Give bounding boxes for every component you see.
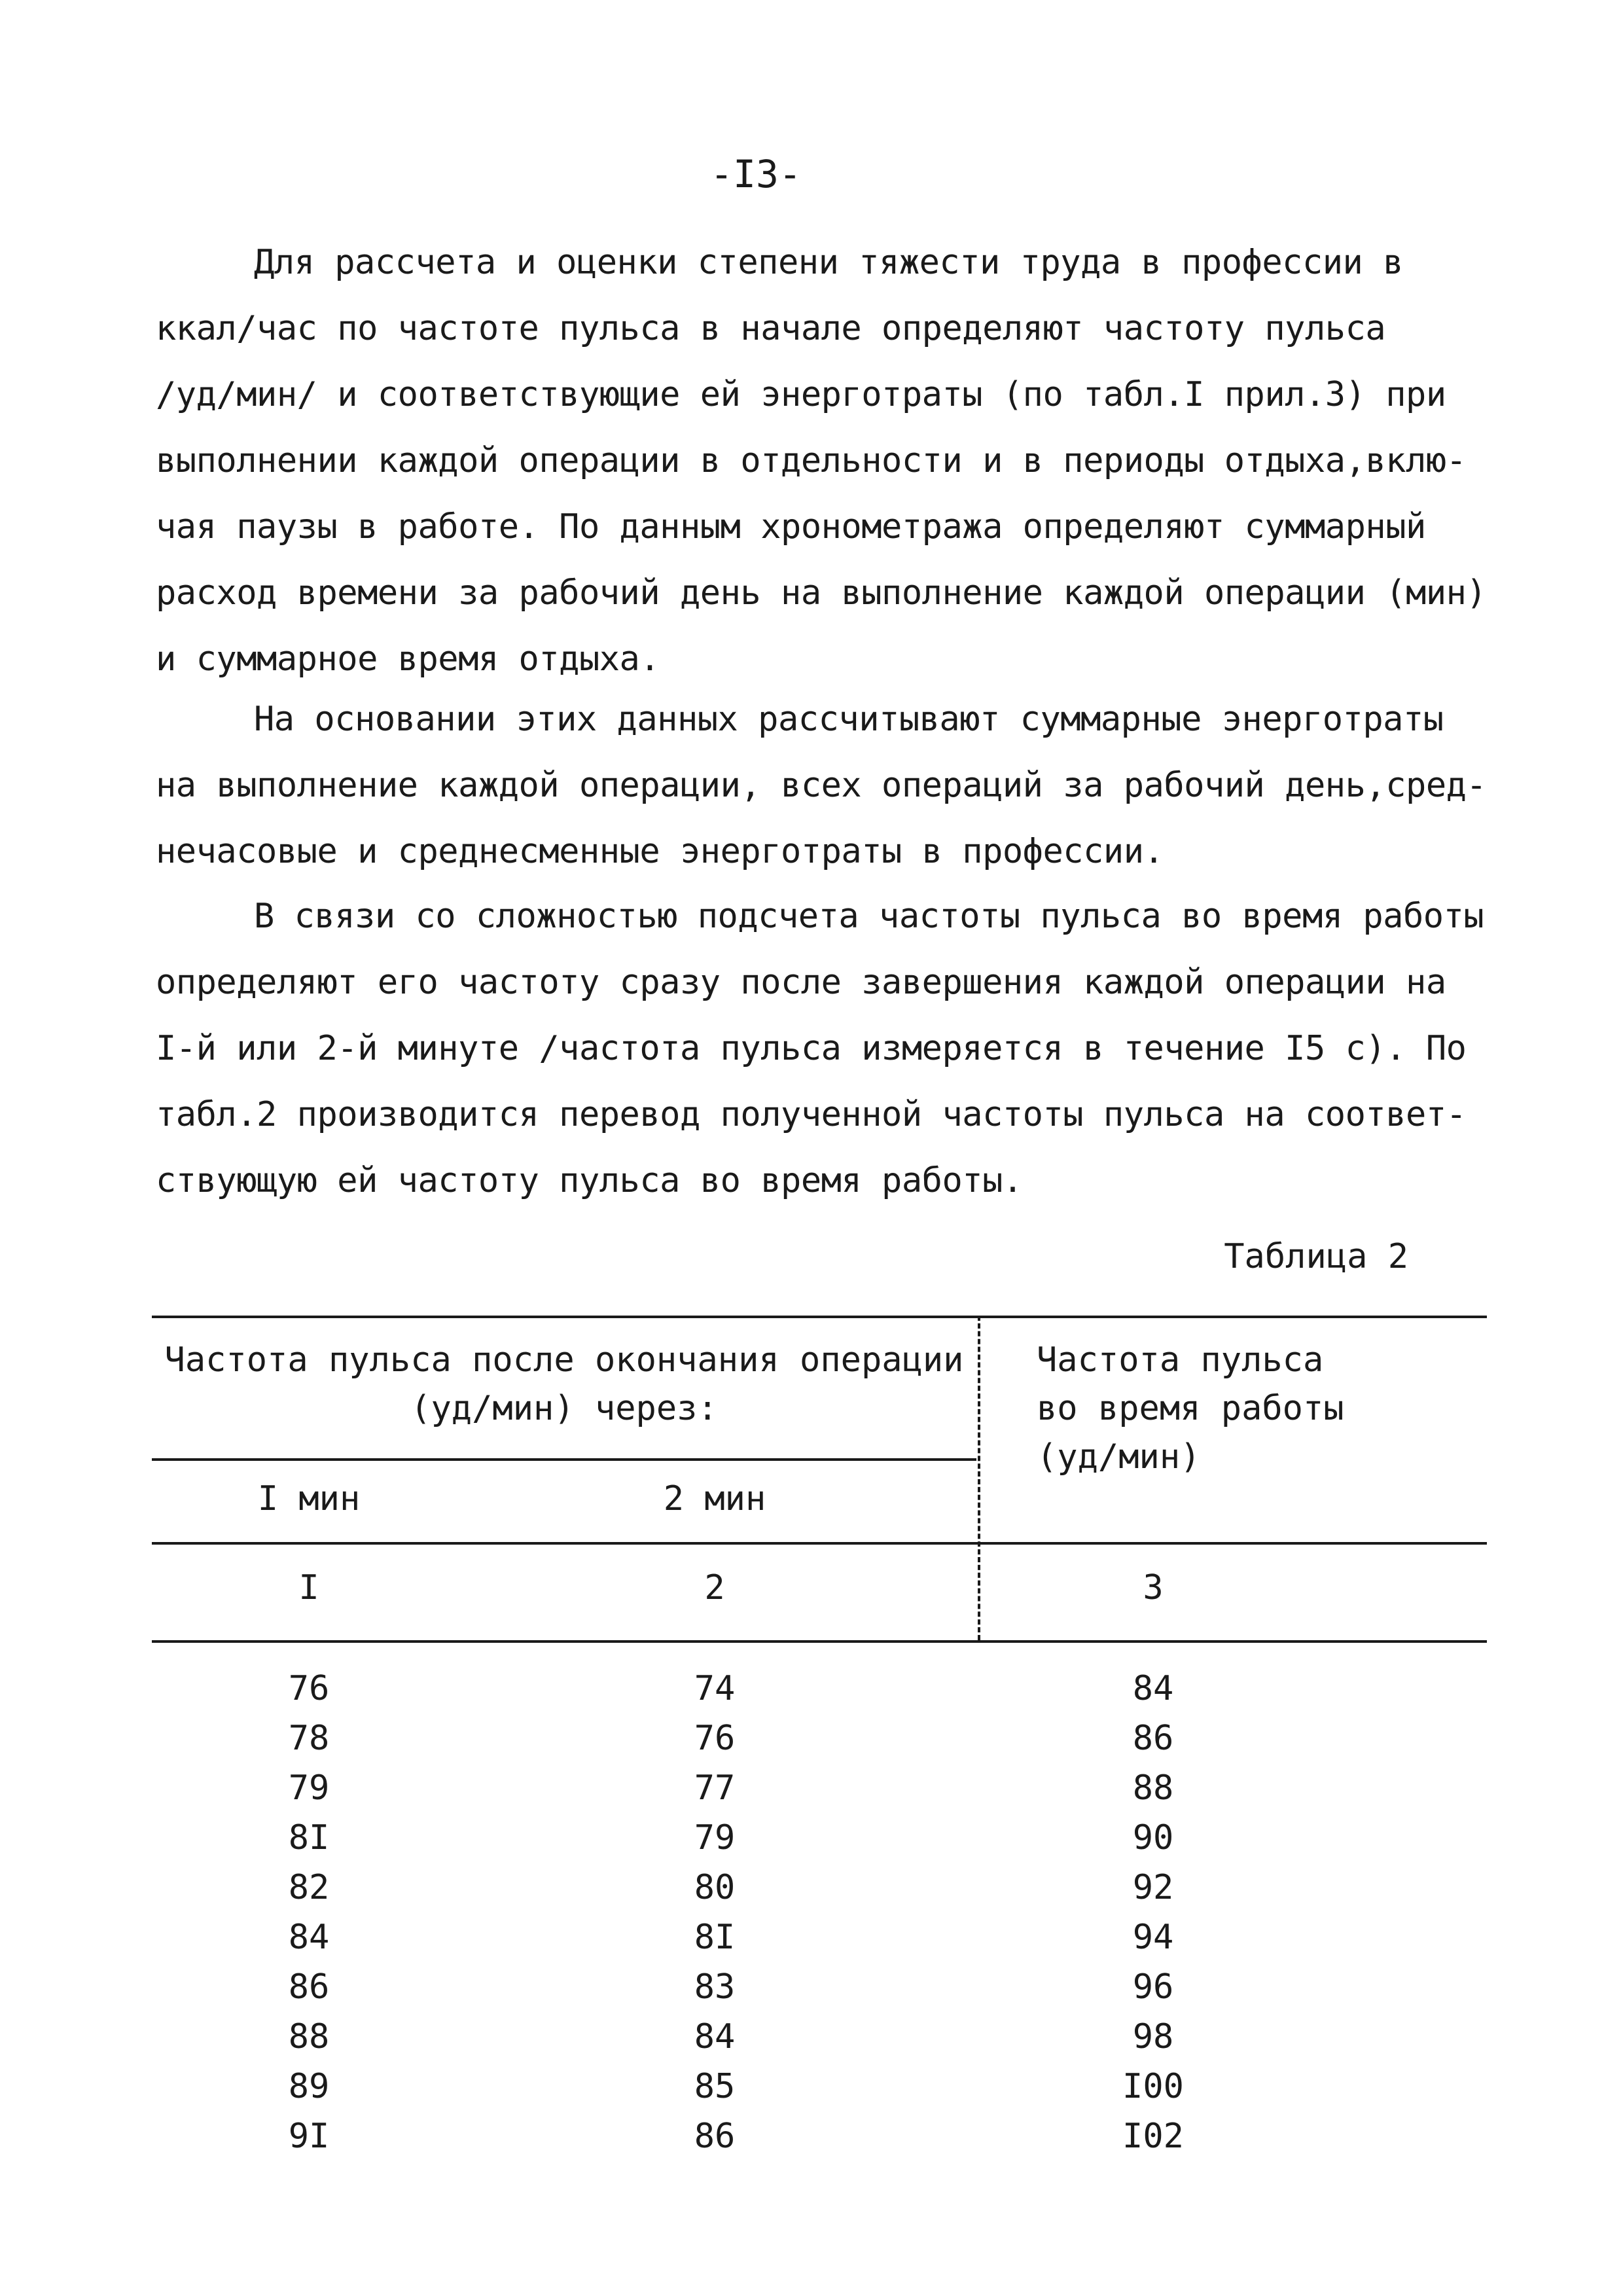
cell-work: 84	[1132, 1669, 1174, 1708]
subheader-1-min: I мин	[257, 1479, 361, 1518]
cell-2min: 79	[694, 1818, 736, 1857]
text-line: нечасовые и среднесменные энерготраты в профессии.	[156, 832, 1164, 871]
cell-1min: 86	[288, 1967, 330, 2007]
cell-1min: 89	[288, 2067, 330, 2106]
table-row	[152, 1868, 1487, 1918]
table-row	[152, 1918, 1487, 1967]
text-line: Для рассчета и оценки степени тяжести труда в профессии в	[254, 243, 1403, 282]
header-divider-rule	[152, 1458, 976, 1461]
cell-work: 94	[1132, 1918, 1174, 1957]
cell-1min: 79	[288, 1768, 330, 1808]
cell-work: 90	[1132, 1818, 1174, 1857]
cell-2min: 80	[694, 1868, 736, 1907]
table-row	[152, 2067, 1487, 2117]
cell-work: 96	[1132, 1967, 1174, 2007]
header-right-line3: (уд/мин)	[1037, 1437, 1201, 1477]
cell-2min: 84	[694, 2017, 736, 2056]
table-row	[152, 2117, 1487, 2166]
text-line: I-й или 2-й минуте /частота пульса измеряется в течение I5 с). По	[156, 1029, 1467, 1068]
text-line: расход времени за рабочий день на выполнение каждой операции (мин)	[156, 573, 1487, 613]
header-right-line2: во время работы	[1037, 1389, 1344, 1428]
header-bottom-rule	[152, 1542, 1487, 1545]
page-number: -I3-	[710, 152, 802, 196]
cell-work: I02	[1122, 2117, 1184, 2156]
cell-work: 98	[1132, 2017, 1174, 2056]
column-number-3: 3	[1143, 1568, 1164, 1607]
text-line: ствующую ей частоту пульса во время работы.	[156, 1161, 1023, 1200]
table-row	[152, 1967, 1487, 2017]
column-numbers-rule	[152, 1640, 1487, 1643]
cell-1min: 78	[288, 1719, 330, 1758]
text-line: определяют его частоту сразу после завершения каждой операции на	[156, 963, 1446, 1002]
paragraph-3	[156, 884, 1491, 1214]
cell-2min: 76	[694, 1719, 736, 1758]
header-left-line2: (уд/мин) через:	[410, 1389, 718, 1428]
cell-1min: 84	[288, 1918, 330, 1957]
cell-1min: 76	[288, 1669, 330, 1708]
text-line: ккал/час по частоте пульса в начале определяют частоту пульса	[156, 309, 1386, 348]
table-row	[152, 1719, 1487, 1768]
cell-1min: 88	[288, 2017, 330, 2056]
text-line: и суммарное время отдыха.	[156, 639, 660, 679]
cell-2min: 85	[694, 2067, 736, 2106]
cell-work: 86	[1132, 1719, 1174, 1758]
table-row	[152, 2017, 1487, 2067]
text-line: /уд/мин/ и соответствующие ей энерготраты (по табл.I прил.3) при	[156, 375, 1446, 414]
table-caption: Таблица 2	[1224, 1237, 1408, 1276]
header-left-line1: Частота пульса после окончания операции	[164, 1340, 964, 1380]
paragraph-1	[156, 230, 1491, 692]
text-line: На основании этих данных рассчитывают суммарные энерготраты	[254, 700, 1444, 739]
text-line: выполнении каждой операции в отдельности и в периоды отдыха,вклю-	[156, 441, 1467, 480]
cell-2min: 77	[694, 1768, 736, 1808]
column-number-2: 2	[704, 1568, 725, 1607]
text-line: на выполнение каждой операции, всех операций за рабочий день,сред-	[156, 766, 1487, 805]
cell-2min: 8I	[694, 1918, 736, 1957]
cell-2min: 74	[694, 1669, 736, 1708]
cell-1min: 9I	[288, 2117, 330, 2156]
column-number-1: I	[298, 1568, 319, 1607]
text-line: чая паузы в работе. По данным хронометража определяют суммарный	[156, 507, 1426, 547]
cell-1min: 8I	[288, 1818, 330, 1857]
cell-work: I00	[1122, 2067, 1184, 2106]
table-top-rule	[152, 1316, 1487, 1318]
subheader-2-min: 2 мин	[663, 1479, 766, 1518]
pulse-table	[152, 1316, 1487, 2166]
header-right-line1: Частота пульса	[1037, 1340, 1324, 1380]
cell-work: 92	[1132, 1868, 1174, 1907]
paragraph-2	[156, 687, 1491, 885]
cell-2min: 86	[694, 2117, 736, 2156]
column-separator	[978, 1316, 980, 1640]
cell-2min: 83	[694, 1967, 736, 2007]
table-row	[152, 1768, 1487, 1818]
text-line: В связи со сложностью подсчета частоты пульса во время работы	[254, 897, 1484, 936]
table-row	[152, 1669, 1487, 1719]
text-line: табл.2 производится перевод полученной частоты пульса на соответ-	[156, 1095, 1467, 1134]
cell-work: 88	[1132, 1768, 1174, 1808]
cell-1min: 82	[288, 1868, 330, 1907]
table-row	[152, 1818, 1487, 1868]
